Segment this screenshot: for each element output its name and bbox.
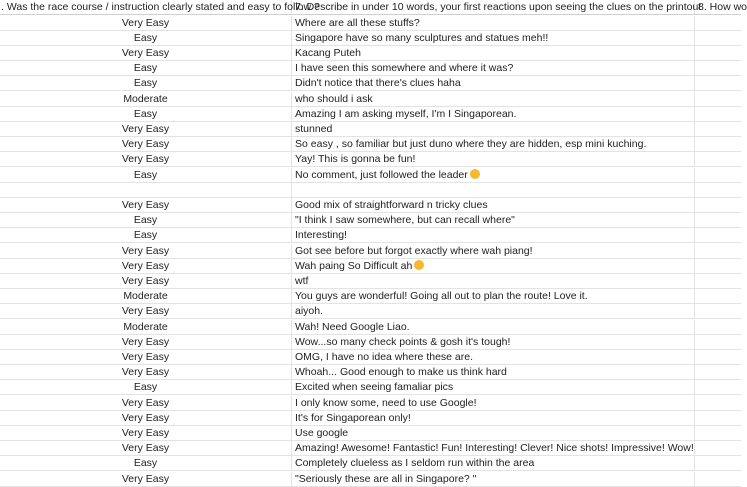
cell-q7[interactable] xyxy=(292,183,695,197)
cell-q8[interactable] xyxy=(695,456,741,470)
cell-q8[interactable] xyxy=(695,213,741,227)
table-row xyxy=(0,107,741,122)
cell-q6[interactable]: Easy xyxy=(0,61,292,75)
cell-q8[interactable] xyxy=(695,107,741,121)
cell-q7[interactable] xyxy=(292,259,695,273)
table-row xyxy=(0,76,741,91)
cell-q6[interactable]: Very Easy xyxy=(0,411,292,425)
cell-q7[interactable] xyxy=(292,137,695,151)
cell-q7-text: Where are all these stuffs? xyxy=(295,16,420,29)
cell-q7[interactable] xyxy=(292,198,695,212)
cell-q7[interactable] xyxy=(292,122,695,136)
table-row xyxy=(0,183,741,198)
cell-q6[interactable]: Moderate xyxy=(0,92,292,106)
table-row xyxy=(0,198,741,213)
cell-q7[interactable] xyxy=(292,46,695,60)
cell-q8[interactable] xyxy=(695,320,741,334)
cell-q8[interactable] xyxy=(695,92,741,106)
table-row xyxy=(0,46,741,61)
cell-q8[interactable] xyxy=(695,76,741,90)
cell-q6[interactable]: Very Easy xyxy=(0,441,292,455)
cell-q6[interactable]: Very Easy xyxy=(0,46,292,60)
cell-q6[interactable]: Very Easy xyxy=(0,122,292,136)
cell-q6[interactable]: Very Easy xyxy=(0,426,292,440)
cell-q8[interactable] xyxy=(695,335,741,349)
cell-q7[interactable] xyxy=(292,350,695,364)
cell-q8[interactable] xyxy=(695,31,741,45)
cell-q7-text: "I think I saw somewhere, but can recall where" xyxy=(295,214,515,227)
table-row xyxy=(0,61,741,76)
cell-q7[interactable] xyxy=(292,228,695,242)
cell-q7[interactable] xyxy=(292,320,695,334)
table-row xyxy=(0,152,741,167)
cell-q6[interactable]: Very Easy xyxy=(0,304,292,318)
cell-q7[interactable] xyxy=(292,92,695,106)
cell-q7[interactable] xyxy=(292,289,695,303)
table-row xyxy=(0,304,741,319)
table-row xyxy=(0,31,741,46)
cell-q6[interactable]: Easy xyxy=(0,107,292,121)
table-row xyxy=(0,122,741,137)
cell-q6[interactable]: Easy xyxy=(0,213,292,227)
cell-q8[interactable] xyxy=(695,16,741,30)
cell-q7-text: stunned xyxy=(295,122,333,135)
table-row xyxy=(0,244,741,259)
cell-q8[interactable] xyxy=(695,122,741,136)
cell-q6[interactable] xyxy=(0,183,292,197)
header-row xyxy=(0,0,747,15)
cell-q7[interactable] xyxy=(292,411,695,425)
cell-q6[interactable]: Very Easy xyxy=(0,16,292,30)
cell-q6[interactable]: Easy xyxy=(0,31,292,45)
cell-q7[interactable] xyxy=(292,441,695,455)
cell-q6[interactable]: Very Easy xyxy=(0,335,292,349)
cell-q7[interactable] xyxy=(292,274,695,288)
cell-q7-text: Wah! Need Google Liao. xyxy=(295,320,410,333)
header-q6[interactable]: . Was the race course / instruction clearly stated and easy to follow ? xyxy=(1,1,320,13)
cell-q8[interactable] xyxy=(695,228,741,242)
cell-q7-text: wtf xyxy=(295,274,309,287)
table-row xyxy=(0,16,741,31)
cell-q8[interactable] xyxy=(695,274,741,288)
cell-q8[interactable] xyxy=(695,152,741,166)
cell-q6[interactable]: Very Easy xyxy=(0,274,292,288)
header-q7[interactable]: 7. Describe in under 10 words, your first reactions upon seeing the clues on the printout xyxy=(292,0,695,14)
cell-q7[interactable] xyxy=(292,61,695,75)
cell-q6[interactable]: Moderate xyxy=(0,289,292,303)
cell-q8[interactable] xyxy=(695,365,741,379)
cell-q7-text: I only know some, need to use Google! xyxy=(295,396,477,409)
cell-q6[interactable]: Very Easy xyxy=(0,152,292,166)
table-row xyxy=(0,335,741,350)
cell-q7-text: Excited when seeing famaliar pics xyxy=(295,381,454,394)
face-tongue-icon xyxy=(470,169,480,179)
cell-q7-text: So easy , so familiar but just duno where they are hidden, esp mini kuching. xyxy=(295,138,647,151)
table-row xyxy=(0,289,741,304)
cell-q7-text: Amazing! Awesome! Fantastic! Fun! Interesting! Clever! Nice shots! Impressive! Wow! xyxy=(295,442,694,455)
cell-q7-text: You guys are wonderful! Going all out to plan the route! Love it. xyxy=(295,290,588,303)
cell-q7[interactable] xyxy=(292,244,695,258)
table-row xyxy=(0,259,741,274)
header-q8[interactable]: 8. How wo xyxy=(698,1,747,13)
cell-q6[interactable]: Easy xyxy=(0,456,292,470)
cell-q6[interactable]: Easy xyxy=(0,76,292,90)
cell-q8[interactable] xyxy=(695,380,741,394)
cell-q8[interactable] xyxy=(695,426,741,440)
cell-q7[interactable] xyxy=(292,396,695,410)
cell-q8[interactable] xyxy=(695,137,741,151)
table-row xyxy=(0,228,741,243)
cell-q7[interactable] xyxy=(292,365,695,379)
cell-q7[interactable] xyxy=(292,335,695,349)
cell-q7-text: OMG, I have no idea where these are. xyxy=(295,350,474,363)
cell-q6[interactable]: Moderate xyxy=(0,320,292,334)
cell-q8[interactable] xyxy=(695,289,741,303)
cell-q8[interactable] xyxy=(695,259,741,273)
table-row xyxy=(0,426,741,441)
cell-q6[interactable]: Easy xyxy=(0,168,292,182)
cell-q7[interactable] xyxy=(292,213,695,227)
table-row xyxy=(0,213,741,228)
cell-q8[interactable] xyxy=(695,168,741,182)
cell-q7-text: Completely clueless as I seldom run within the area xyxy=(295,457,535,470)
cell-q7-text: Interesting! xyxy=(295,229,347,242)
cell-q6[interactable]: Easy xyxy=(0,380,292,394)
table-row xyxy=(0,168,741,183)
cell-q7-text: aiyoh. xyxy=(295,305,324,318)
cell-q7-text: Wah paing So Difficult ah xyxy=(295,259,413,272)
cell-q8[interactable] xyxy=(695,472,741,486)
cell-q6[interactable]: Very Easy xyxy=(0,198,292,212)
cell-q6[interactable]: Very Easy xyxy=(0,472,292,486)
cell-q7-text: Wow...so many check points & gosh it's tough! xyxy=(295,335,511,348)
cell-q6[interactable]: Very Easy xyxy=(0,350,292,364)
table-row xyxy=(0,365,741,380)
cell-q7-text: Singapore have so many sculptures and statues meh!! xyxy=(295,31,549,44)
cell-q7[interactable] xyxy=(292,456,695,470)
table-row xyxy=(0,350,741,365)
table-row xyxy=(0,274,741,289)
cell-q7-text: "Seriously these are all in Singapore? " xyxy=(295,472,477,485)
cell-q8[interactable] xyxy=(695,244,741,258)
cell-q6[interactable]: Easy xyxy=(0,228,292,242)
table-row xyxy=(0,320,741,335)
cell-q7-text: who should i ask xyxy=(295,92,373,105)
cell-q8[interactable] xyxy=(695,396,741,410)
cell-q7-text: Whoah... Good enough to make us think hard xyxy=(295,366,507,379)
tired-face-icon xyxy=(414,260,424,270)
cell-q7-text: Good mix of straightforward n tricky clues xyxy=(295,198,488,211)
table-row xyxy=(0,396,741,411)
cell-q7[interactable] xyxy=(292,472,695,486)
cell-q7[interactable] xyxy=(292,152,695,166)
table-row xyxy=(0,441,741,456)
cell-q6[interactable]: Very Easy xyxy=(0,396,292,410)
cell-q8[interactable] xyxy=(695,46,741,60)
cell-q7-text: Use google xyxy=(295,426,349,439)
cell-q7[interactable] xyxy=(292,304,695,318)
cell-q8[interactable] xyxy=(695,304,741,318)
cell-q8[interactable] xyxy=(695,183,741,197)
cell-q6[interactable]: Very Easy xyxy=(0,365,292,379)
cell-q7-text: It's for Singaporean only! xyxy=(295,411,411,424)
cell-q7[interactable] xyxy=(292,380,695,394)
cell-q7-text: Didn't notice that there's clues haha xyxy=(295,77,461,90)
cell-q7-text: Kacang Puteh xyxy=(295,46,361,59)
table-row xyxy=(0,456,741,471)
cell-q7[interactable] xyxy=(292,76,695,90)
cell-q8[interactable] xyxy=(695,198,741,212)
cell-q7[interactable] xyxy=(292,31,695,45)
table-row xyxy=(0,380,741,395)
cell-q7-text: Got see before but forgot exactly where wah piang! xyxy=(295,244,533,257)
cell-q8[interactable] xyxy=(695,61,741,75)
cell-q7-text: No comment, just followed the leader xyxy=(295,168,468,181)
cell-q7[interactable] xyxy=(292,426,695,440)
cell-q7[interactable] xyxy=(292,168,695,182)
table-row xyxy=(0,411,741,426)
cell-q8[interactable] xyxy=(695,441,741,455)
cell-q8[interactable] xyxy=(695,350,741,364)
cell-q7[interactable] xyxy=(292,16,695,30)
cell-q7-text: Yay! This is gonna be fun! xyxy=(295,153,416,166)
cell-q6[interactable]: Very Easy xyxy=(0,259,292,273)
cell-q6[interactable]: Very Easy xyxy=(0,137,292,151)
cell-q7-text: Amazing I am asking myself, I'm I Singaporean. xyxy=(295,107,517,120)
table-row xyxy=(0,92,741,107)
table-row xyxy=(0,472,741,487)
cell-q7-text: I have seen this somewhere and where it was? xyxy=(295,62,514,75)
cell-q8[interactable] xyxy=(695,411,741,425)
table-row xyxy=(0,137,741,152)
cell-q6[interactable]: Very Easy xyxy=(0,244,292,258)
cell-q7[interactable] xyxy=(292,107,695,121)
